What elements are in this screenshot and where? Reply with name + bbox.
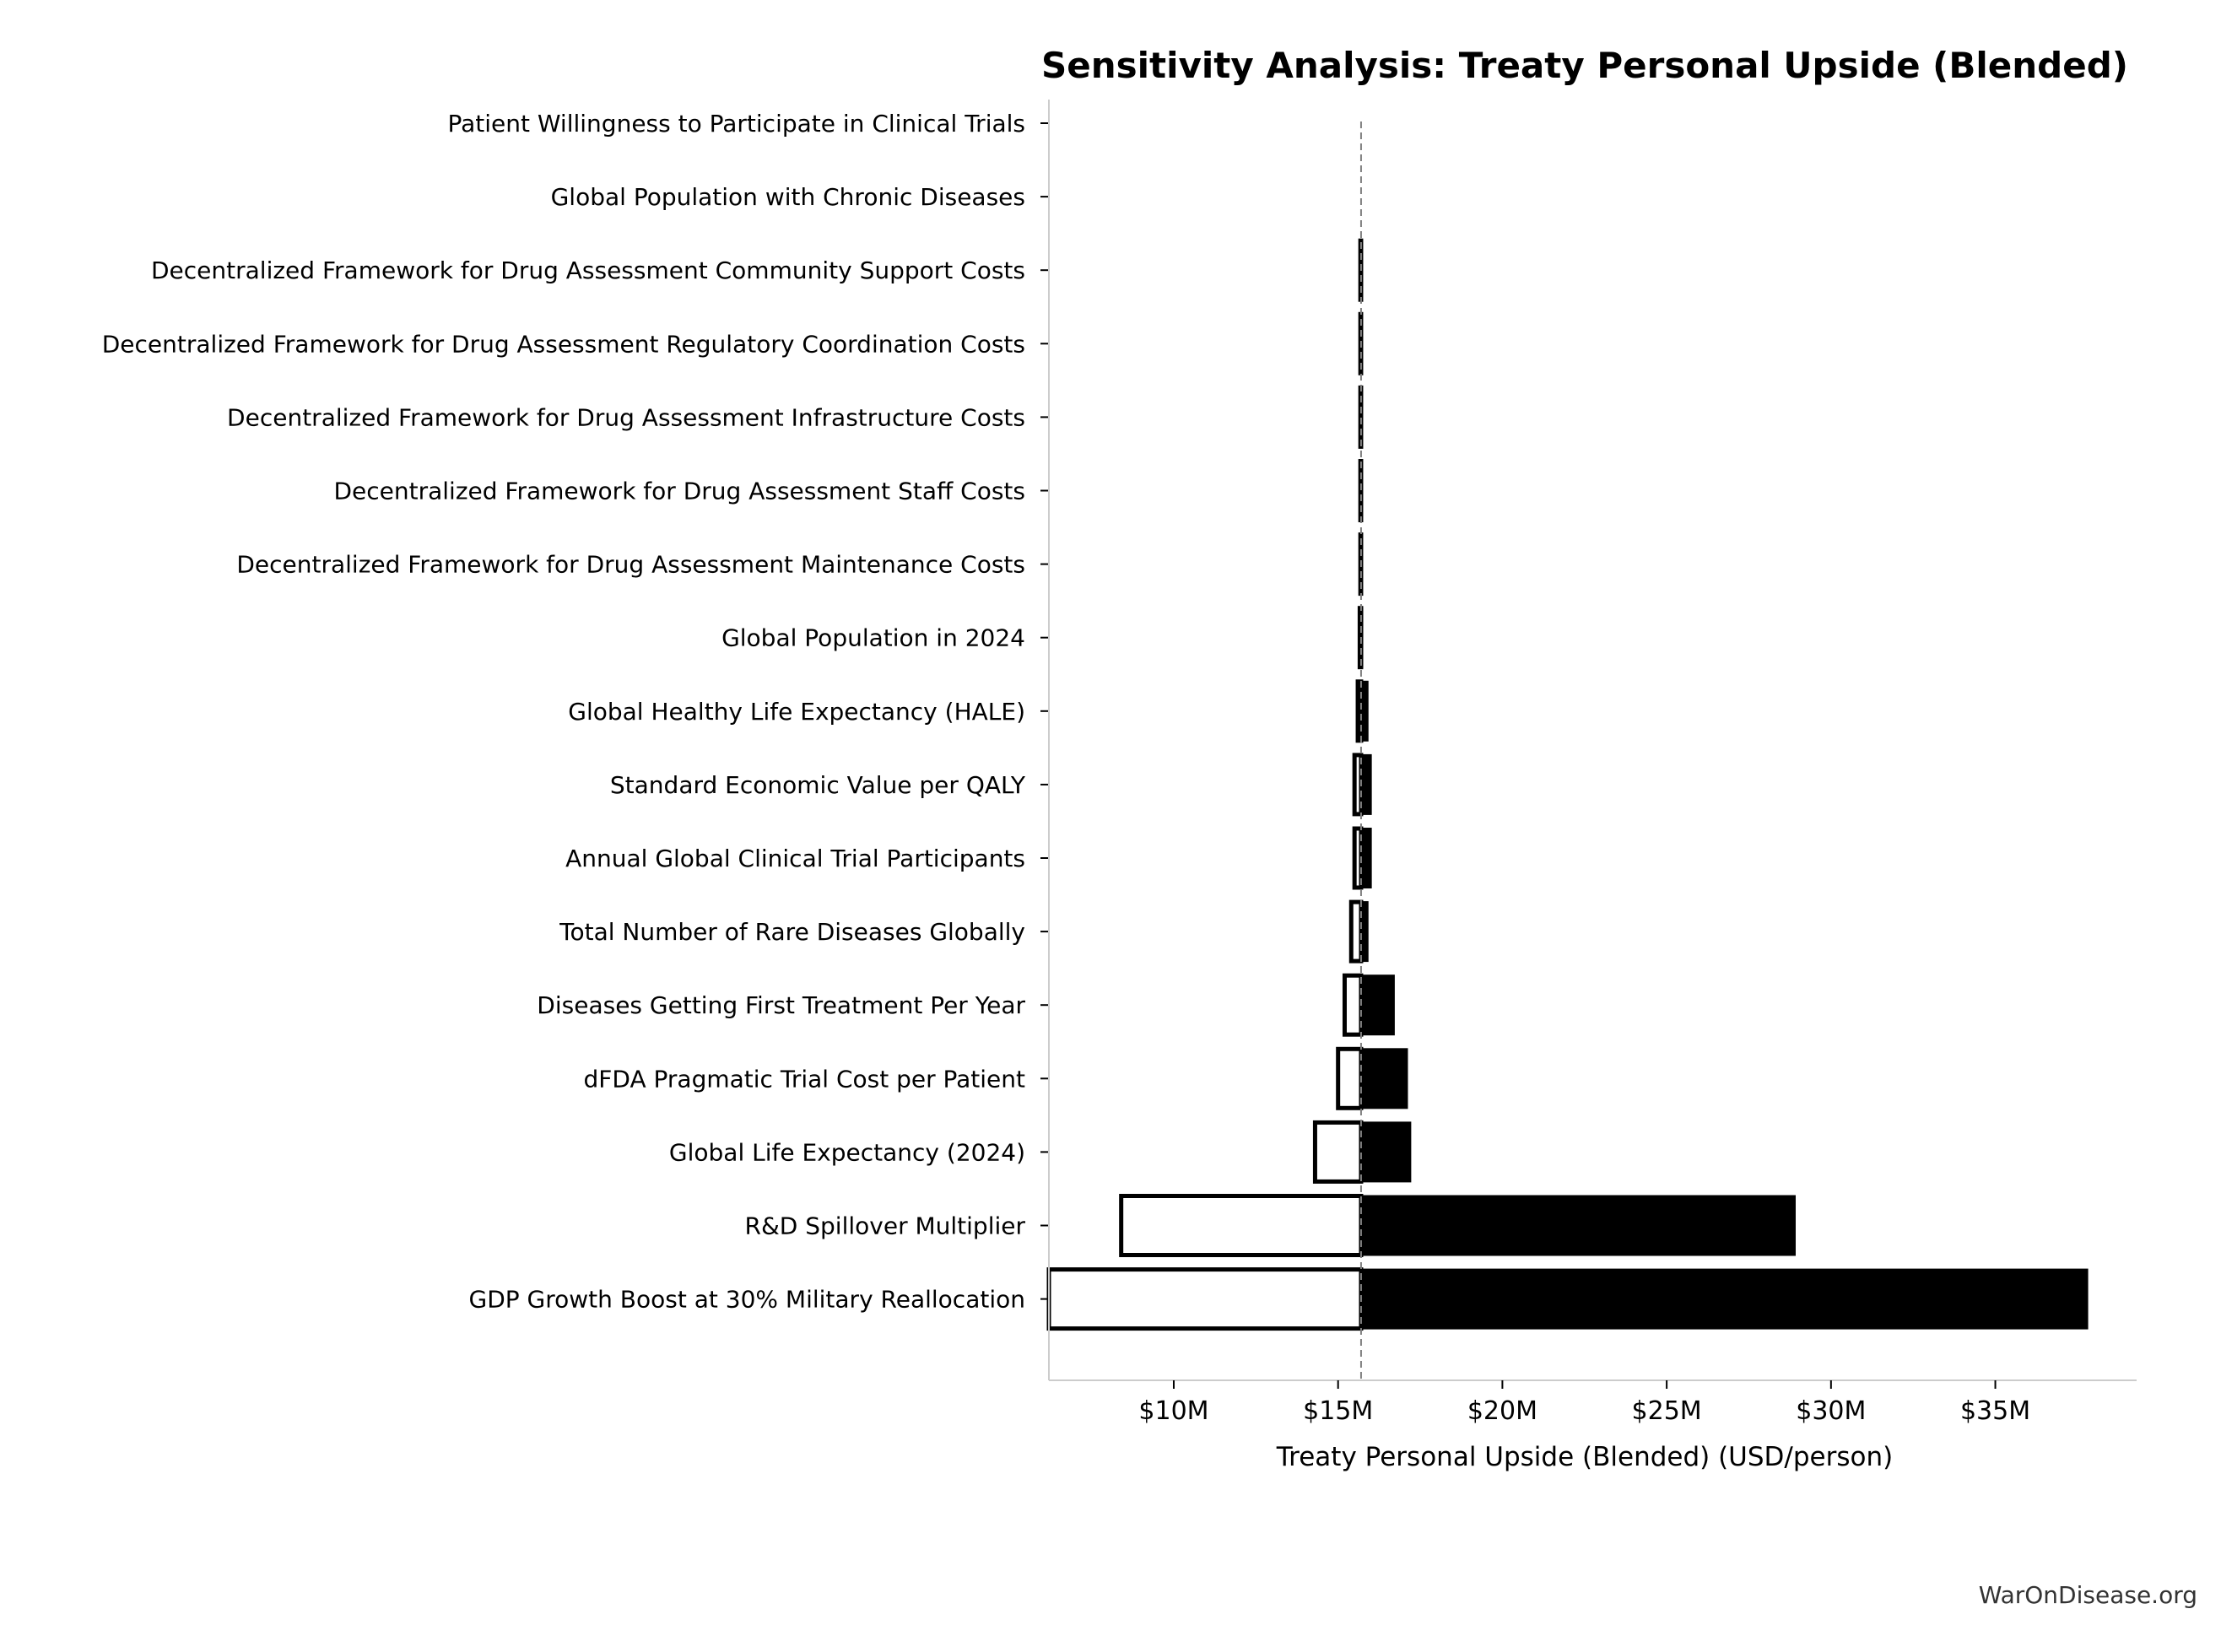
bar-high	[1361, 975, 1394, 1034]
x-tick-label: $10M	[1138, 1396, 1209, 1426]
watermark-text: WarOnDisease.org	[1978, 1581, 2197, 1609]
category-label: Decentralized Framework for Drug Assessment Community Support Costs	[151, 256, 1025, 285]
bar-high	[1361, 682, 1368, 741]
bar-high	[1361, 902, 1368, 961]
category-label: Global Healthy Life Expectancy (HALE)	[568, 697, 1025, 726]
category-label: Patient Willingness to Participate in Clinical Trials	[447, 110, 1025, 138]
bar-low	[1121, 1196, 1361, 1255]
category-label: R&D Spillover Multiplier	[744, 1212, 1025, 1240]
category-label: Diseases Getting First Treatment Per Year	[537, 991, 1025, 1020]
bar-low	[1338, 1049, 1361, 1108]
x-axis-label: Treaty Personal Upside (Blended) (USD/person)	[1276, 1442, 1894, 1472]
bars-group	[1049, 121, 2088, 1380]
bar-high	[1361, 829, 1371, 888]
x-tick-label: $35M	[1959, 1396, 2031, 1426]
x-tick-label: $20M	[1467, 1396, 1537, 1426]
category-label: Decentralized Framework for Drug Assessment Regulatory Coordination Costs	[101, 330, 1025, 359]
category-label: Total Number of Rare Diseases Globally	[559, 918, 1025, 947]
chart-title: Sensitivity Analysis: Treaty Personal Upside (Blended)	[1041, 45, 2128, 86]
bar-high	[1361, 1270, 2088, 1329]
bar-low	[1049, 1270, 1361, 1329]
bar-high	[1361, 1049, 1408, 1108]
bar-low	[1344, 975, 1360, 1034]
category-label: dFDA Pragmatic Trial Cost per Patient	[583, 1065, 1025, 1093]
category-label: Decentralized Framework for Drug Assessment Staff Costs	[333, 477, 1025, 505]
x-tick-label: $15M	[1303, 1396, 1374, 1426]
bar-high	[1361, 1122, 1410, 1181]
category-labels	[102, 110, 1049, 1314]
bar-low	[1354, 755, 1361, 814]
category-label: Standard Economic Value per QALY	[609, 770, 1025, 799]
category-label: Global Population in 2024	[721, 624, 1025, 652]
bar-low	[1315, 1122, 1361, 1181]
bar-high	[1361, 1196, 1795, 1255]
bar-low	[1351, 902, 1361, 961]
x-tick-label: $30M	[1796, 1396, 1867, 1426]
bar-high	[1361, 755, 1371, 814]
category-label: Decentralized Framework for Drug Assessment Infrastructure Costs	[227, 403, 1025, 432]
category-label: GDP Growth Boost at 30% Military Reallocation	[468, 1285, 1025, 1314]
category-label: Annual Global Clinical Trial Participants	[565, 845, 1025, 872]
category-label: Decentralized Framework for Drug Assessment Maintenance Costs	[236, 550, 1025, 579]
category-label: Global Life Expectancy (2024)	[668, 1138, 1025, 1167]
x-tick-label: $25M	[1631, 1396, 1702, 1426]
bar-low	[1354, 829, 1361, 888]
category-label: Global Population with Chronic Diseases	[550, 183, 1025, 212]
